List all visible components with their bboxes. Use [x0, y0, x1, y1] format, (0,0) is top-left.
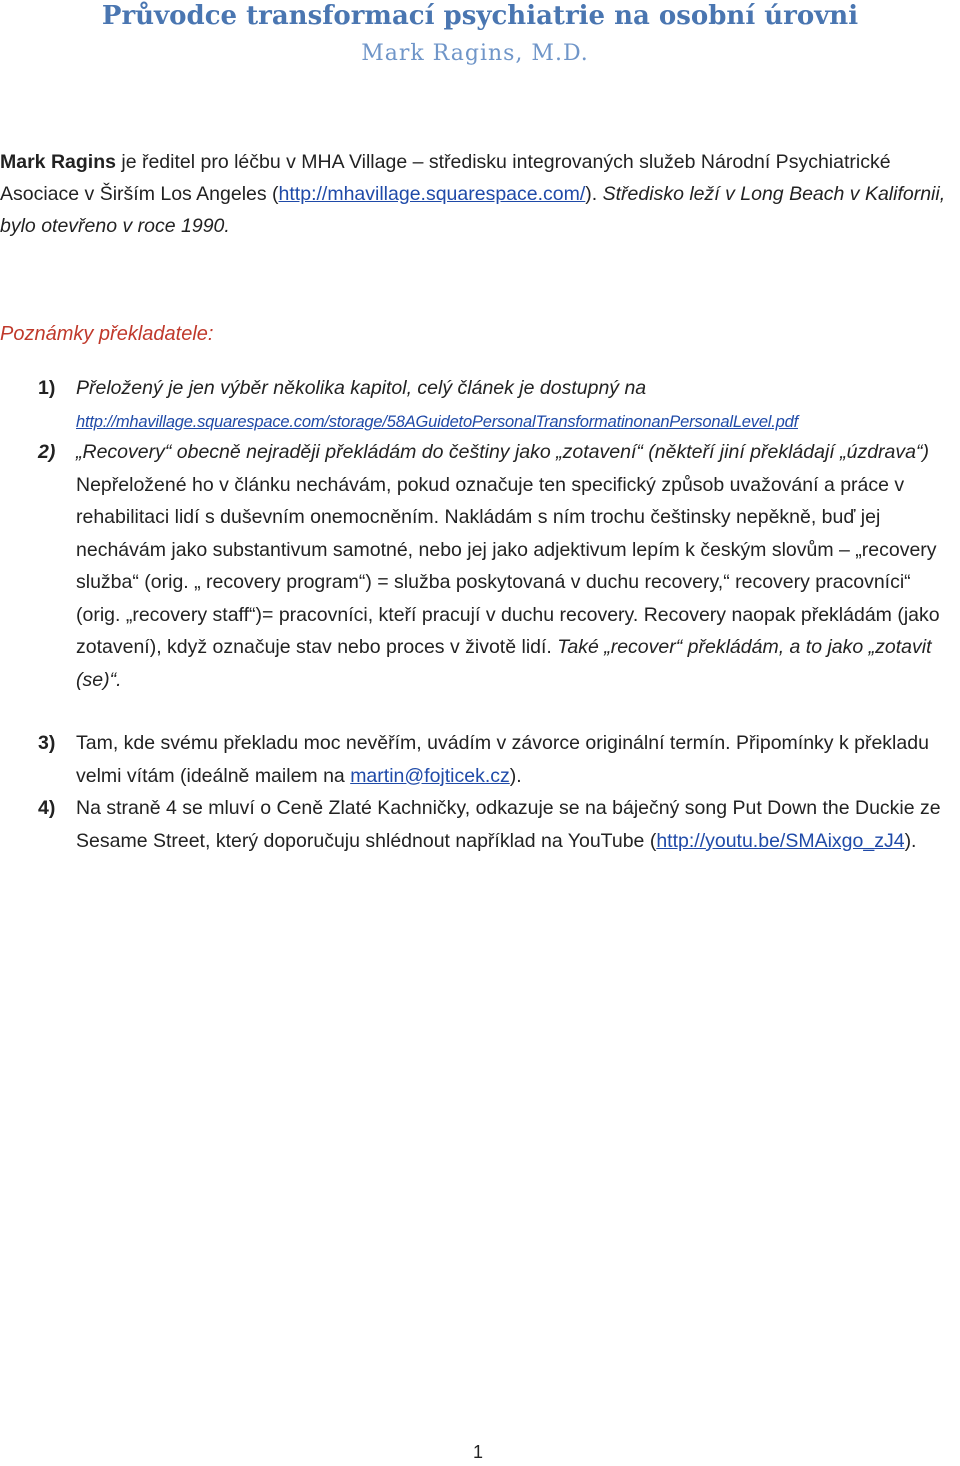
- note-4-text: Na straně 4 se mluví o Ceně Zlaté Kachničky, odkazuje se na báječný song Put Down the Duckie ze Sesame Street, který doporučuju shlédnout například na YouTube (: [76, 797, 941, 852]
- mhavillage-link[interactable]: http://mhavillage.squarespace.com/: [278, 183, 586, 205]
- note-1-body: [76, 372, 958, 438]
- note-3-number: 3): [38, 732, 56, 754]
- document-title: Průvodce transformací psychiatrie na osobní úrovni: [101, 1, 859, 31]
- intro-paragraph: [0, 146, 950, 242]
- intro-text-a: je ředitel pro léčbu v MHA Village – středisku integrovaných služeb Národní Psychiatrické Asociace v Širším Los Angeles (: [0, 151, 891, 205]
- note-1-text: Přeložený je jen výběr několika kapitol, celý článek je dostupný na: [76, 377, 647, 399]
- youtube-link[interactable]: http://youtu.be/SMAixgo_zJ4: [656, 829, 905, 852]
- note-2-line1: „Recovery“ obecně nejraději překládám do češtiny jako „zotavení“ (někteří jiní překládají „úzdrava“): [76, 441, 929, 463]
- note-2-paragraph: [76, 469, 958, 697]
- note-4: [38, 792, 958, 857]
- note-4-text-c: ).: [904, 829, 917, 852]
- note-3-body: [76, 727, 958, 792]
- note-3-text-c: ).: [509, 764, 522, 787]
- note-2-text: Nepřeložené ho v článku nechávám, pokud označuje ten specifický způsob uvažování a práce v rehabilitaci lidí s duševním onemocněním.: [76, 473, 905, 528]
- intro-name: Mark Ragins: [0, 151, 116, 173]
- note-3-text: Tam, kde svému překladu moc nevěřím, uvádím v závorce originální termín.: [76, 732, 731, 754]
- email-link[interactable]: martin@fojticek.cz: [350, 764, 510, 787]
- note-1-number: 1): [38, 377, 56, 399]
- page-number: 1: [472, 1442, 483, 1462]
- note-1: [38, 372, 958, 438]
- note-2-text-b: Nakládám s ním trochu češtinsky nepěkně, buď jej nechávám jako substantivum samotné, nebo jej jako adjektivum lepím k českým slovům – „recovery služba“ (orig. „ recovery program“) = služba poskytovaná v duchu recovery,“ recovery pracovníci“ (orig. „recovery staff“)= pracovníci, kteří pracují v duchu recovery. Recovery naopak překládám (jako zotavení), když označuje stav nebo proces v životě lidí.: [76, 506, 940, 658]
- note-2-text-c: Také „recover“ překládám, a to jako „zotavit (se)“.: [76, 636, 932, 691]
- note-3-text-b: Připomínky k překladu velmi vítám (ideálně mailem na: [76, 732, 929, 787]
- note-2: [38, 436, 958, 696]
- note-4-number: 4): [38, 797, 56, 819]
- document-author: Mark Ragins, M.D.: [361, 41, 589, 66]
- note-2-number: 2): [38, 441, 56, 463]
- note-4-body: [76, 792, 958, 857]
- intro-text-c: Středisko leží v Long Beach v Kalifornii, bylo otevřeno v roce 1990.: [0, 183, 946, 237]
- notes-heading: Poznámky překladatele:: [0, 323, 214, 345]
- note-2-body: [76, 436, 958, 696]
- note-1-link[interactable]: http://mhavillage.squarespace.com/storage/58AGuidetoPersonalTransformatinonanPersonalLevel.pdf: [76, 412, 798, 431]
- note-3: [38, 727, 958, 792]
- intro-text-b: ).: [585, 183, 598, 205]
